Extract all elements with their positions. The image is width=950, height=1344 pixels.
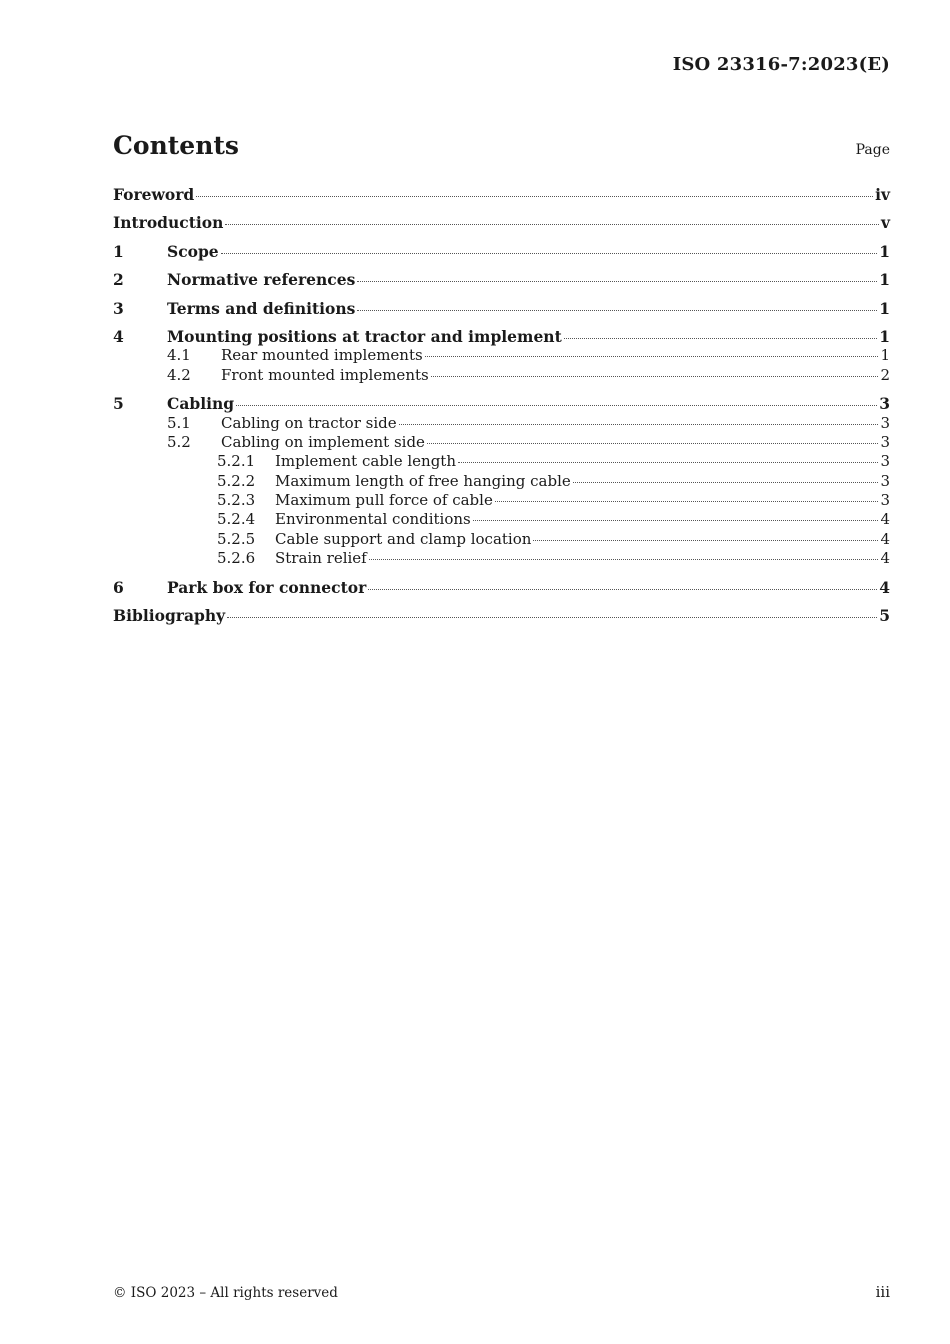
toc-entry-title: Cabling on implement side — [221, 432, 425, 451]
dot-leader — [458, 461, 878, 463]
toc-entry-page: 4 — [879, 577, 890, 597]
dot-leader — [473, 519, 879, 521]
dot-leader — [369, 558, 879, 560]
toc-entry-number: 1 — [113, 241, 124, 261]
dot-leader — [425, 355, 879, 357]
dot-leader — [368, 588, 877, 590]
toc-entry-title: Introduction — [113, 213, 224, 233]
dot-leader — [357, 309, 877, 311]
toc-entry-page: 3 — [879, 394, 890, 414]
toc-entry-title: Strain relief — [275, 549, 367, 568]
toc-entry-title: Implement cable length — [275, 452, 456, 471]
toc-entry-page: 5 — [879, 606, 890, 626]
toc-entry-title: Cabling — [167, 394, 235, 414]
toc-entry[interactable] — [113, 242, 890, 261]
toc-entry[interactable] — [113, 299, 890, 318]
dot-leader — [227, 616, 877, 618]
toc-entry[interactable] — [113, 491, 890, 510]
toc-entry-page: 3 — [880, 452, 890, 471]
toc-entry-number: 5.2.3 — [217, 491, 256, 510]
toc-entry[interactable] — [113, 366, 890, 385]
toc-entry[interactable] — [113, 327, 890, 346]
toc-entry[interactable] — [113, 472, 890, 491]
toc-entry[interactable] — [113, 185, 890, 204]
dot-leader — [196, 195, 873, 197]
toc-entry-page: 3 — [880, 413, 890, 432]
toc-entry-number: 5.2.5 — [217, 529, 256, 548]
toc-entry-title: Environmental conditions — [275, 510, 471, 529]
copyright-notice: © ISO 2023 – All rights reserved — [113, 1285, 338, 1301]
toc-entry-number: 5.2.1 — [217, 452, 256, 471]
toc-entry-title: Park box for connector — [167, 577, 367, 597]
dot-leader — [427, 442, 879, 444]
toc-entry-title: Rear mounted implements — [221, 346, 423, 365]
toc-entry-page: iv — [875, 185, 890, 204]
dot-leader — [399, 423, 879, 425]
toc-entry-number: 4.1 — [167, 346, 191, 365]
toc-entry[interactable] — [113, 530, 890, 549]
toc-entry[interactable] — [113, 510, 890, 529]
toc-entry[interactable] — [113, 270, 890, 289]
toc-entry-title: Mounting positions at tractor and implement — [167, 326, 562, 346]
dot-leader — [564, 337, 877, 339]
document-reference: ISO 23316-7:2023(E) — [672, 54, 890, 75]
toc-entry-number: 4.2 — [167, 365, 191, 384]
toc-entry-page: 1 — [880, 346, 890, 365]
page-number: iii — [875, 1283, 890, 1301]
toc-entry-page: 4 — [880, 510, 890, 529]
toc-entry-page: 4 — [880, 529, 890, 548]
dot-leader — [225, 223, 879, 225]
toc-entry-page: 2 — [880, 365, 890, 384]
toc-entry-number: 5 — [113, 394, 124, 414]
toc-entry-page: 3 — [880, 432, 890, 451]
toc-entry[interactable] — [113, 549, 890, 568]
dot-leader — [431, 375, 879, 377]
toc-entry[interactable] — [113, 606, 890, 625]
toc-entry-number: 5.2.2 — [217, 471, 256, 490]
dot-leader — [221, 252, 878, 254]
toc-entry-number: 3 — [113, 298, 124, 318]
toc-entry[interactable] — [113, 394, 890, 413]
toc-entry[interactable] — [113, 213, 890, 232]
toc-entry[interactable] — [113, 346, 890, 365]
toc-entry-number: 5.2.4 — [217, 510, 256, 529]
dot-leader — [357, 280, 877, 282]
toc-entry-number: 4 — [113, 326, 124, 346]
toc-entry-page: 3 — [880, 471, 890, 490]
toc-entry-number: 5.2 — [167, 432, 191, 451]
toc-entry-page: 1 — [879, 298, 890, 318]
toc-entry[interactable] — [113, 578, 890, 597]
toc-entry-title: Scope — [167, 241, 219, 261]
page-title: Contents — [113, 131, 240, 160]
toc-entry-title: Front mounted implements — [221, 365, 429, 384]
toc-entry-page: v — [880, 213, 890, 233]
toc-entry[interactable] — [113, 452, 890, 471]
toc-entry-page: 1 — [879, 241, 890, 261]
toc-entry-number: 5.1 — [167, 413, 191, 432]
toc-entry[interactable] — [113, 414, 890, 433]
toc-entry-page: 3 — [880, 491, 890, 510]
toc-entry-title: Maximum pull force of cable — [275, 491, 493, 510]
toc-entry[interactable] — [113, 433, 890, 452]
dot-leader — [533, 539, 878, 541]
toc-entry-page: 4 — [880, 549, 890, 568]
toc-entry-page: 1 — [879, 326, 890, 346]
toc-entry-title: Bibliography — [113, 606, 226, 626]
dot-leader — [573, 481, 879, 483]
toc-entry-title: Cable support and clamp location — [275, 529, 532, 548]
toc-entry-title: Cabling on tractor side — [221, 413, 397, 432]
toc-entry-title: Foreword — [113, 185, 195, 204]
page-column-label: Page — [855, 142, 890, 158]
dot-leader — [236, 404, 877, 406]
toc-entry-title: Terms and definitions — [167, 298, 356, 318]
toc-entry-number: 5.2.6 — [217, 549, 256, 568]
toc-entry-page: 1 — [879, 270, 890, 290]
toc-entry-title: Normative references — [167, 270, 356, 290]
toc-entry-number: 6 — [113, 577, 124, 597]
toc-entry-title: Maximum length of free hanging cable — [275, 471, 571, 490]
dot-leader — [495, 500, 879, 502]
table-of-contents — [113, 185, 890, 625]
toc-entry-number: 2 — [113, 270, 124, 290]
